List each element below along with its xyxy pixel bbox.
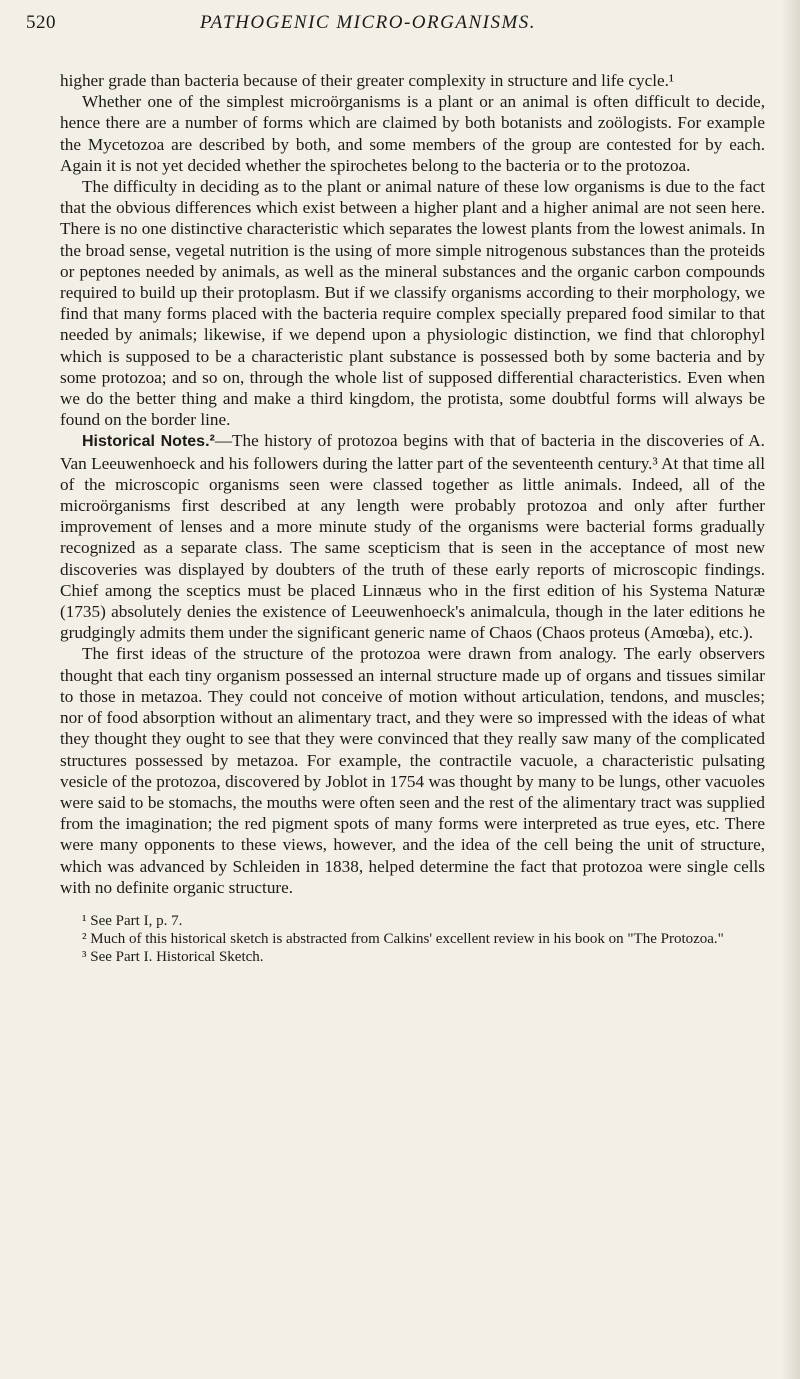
footnote-1: ¹ See Part I, p. 7. <box>82 912 183 929</box>
historical-notes-text: —The history of protozoa begins with that of bacteria in the discoveries of A. Van Leeuwenhoeck and his followers during the latter part of the seventeenth century.³ At that time all of the microscopic organisms seen were classed together as little animals. Indeed, all of the microörganisms first described at any length were probably protozoa and only after further improvement of lenses and a more minute study of the organisms were bacterial forms gradually recognized as a separate class. The same scepticism that is seen in the acceptance of most new discoveries was displayed by doubters of the truth of these early reports of microscopic findings. Chief among the sceptics must be placed Linnæus who in the first edition of his Systema Naturæ (1735) absolutely denies the existence of Leeuwenhoeck's animalcula, though in the later editions he grudgingly admits them under the significant generic name of Chaos (Chaos proteus (Amœba), etc.). <box>60 431 765 643</box>
paragraph-plant-or-animal: Whether one of the simplest microörganisms is a plant or an animal is often difficult to decide, hence there are a number of forms which are claimed by both botanists and zoölogists. For example the Mycetozoa are described by both, and some members of the group are contested for by each. Again it is not yet decided whether the spirochetes belong to the bacteria or to the protozoa. <box>60 92 765 175</box>
paragraph-first-ideas: The first ideas of the structure of the protozoa were drawn from analogy. The early observers thought that each tiny organism possessed an internal structure made up of organs and tissues similar to those in metazoa. They could not conceive of motion without articulation, tendons, and muscles; nor of food absorption without an alimentary tract, and they were so impressed with the ideas of what they thought they ought to see that they were convinced that they really saw many of the complicated structures possessed by metazoa. For example, the contractile vacuole, a characteristic pulsating vesicle of the protozoa, discovered by Joblot in 1754 was thought by many to be lungs, other vacuoles were said to be stomachs, the mouths were often seen and the rest of the alimentary tract was supplied from the imagination; the red pigment spots of many forms were interpreted as true eyes, etc. There were many opponents to these views, however, and the idea of the cell being the unit of structure, which was advanced by Schleiden in 1838, helped determine the fact that protozoa were single cells with no definite organic structure. <box>60 644 765 897</box>
page <box>26 12 765 966</box>
page-number: 520 <box>26 12 56 33</box>
paragraph-historical-notes <box>60 430 765 643</box>
footnote-2: ² Much of this historical sketch is abstracted from Calkins' excellent review in his book on "The Protozoa." <box>82 930 724 947</box>
running-title: PATHOGENIC MICRO-ORGANISMS. <box>200 12 537 33</box>
footnote-3: ³ See Part I. Historical Sketch. <box>82 948 264 965</box>
footnotes <box>60 912 765 966</box>
running-head <box>26 12 765 40</box>
paragraph-continued: higher grade than bacteria because of their greater complexity in structure and life cycle.¹ <box>60 71 675 90</box>
section-heading: Historical Notes.² <box>82 433 215 451</box>
page-edge-shadow <box>782 0 800 1379</box>
paragraph-difficulty: The difficulty in deciding as to the plant or animal nature of these low organisms is due to the fact that the obvious differences which exist between a higher plant and a higher animal are not seen here. There is no one distinctive characteristic which separates the lowest plants from the lowest animals. In the broad sense, vegetal nutrition is the using of more simple nitrogenous substances than the proteids or peptones needed by animals, as well as the mineral substances and the organic carbon compounds required to build up their protoplasm. But if we classify organisms according to their morphology, we find that many forms placed with the bacteria require complex specially prepared food similar to that needed by animals; likewise, if we depend upon a physiologic distinction, we find that chlorophyl which is supposed to be a characteristic plant substance is possessed both by some bacteria and by some protozoa; and so on, through the whole list of supposed differential characteristics. Even when we do the better thing and make a third kingdom, the protista, some doubtful forms will always be found on the border line. <box>60 177 765 430</box>
body-text <box>60 70 765 898</box>
